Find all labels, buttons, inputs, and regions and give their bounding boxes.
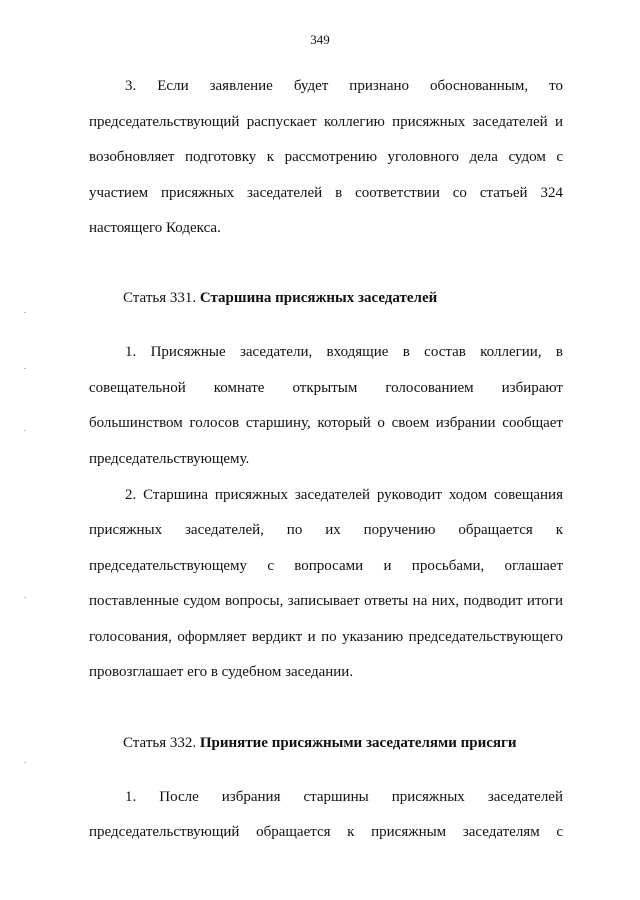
paragraph-line: настоящего Кодекса. [89, 220, 221, 236]
paragraph-line: председательствующий распускает коллегию присяжных заседателей и [89, 114, 563, 130]
margin-mark: . [24, 362, 26, 371]
article-title: Старшина присяжных заседателей [199, 290, 438, 306]
paragraph-line: 2. Старшина присяжных заседателей руководит ходом совещания [125, 487, 563, 503]
margin-mark: . [24, 591, 26, 600]
paragraph-line: провозглашает его в судебном заседании. [89, 664, 354, 680]
margin-mark: . [24, 306, 26, 315]
paragraph-line: 1. После избрания старшины присяжных заседателей [125, 789, 563, 805]
paragraph-line: совещательной комнате открытым голосованием избирают [89, 380, 563, 396]
article-heading [123, 734, 517, 752]
margin-mark: . [24, 756, 26, 765]
article-heading [123, 289, 437, 307]
paragraph-line: присяжных заседателей, по их поручению обращается к [89, 522, 563, 538]
paragraph-line: председательствующему с вопросами и просьбами, оглашает [89, 558, 563, 574]
page-number: 349 [310, 32, 330, 47]
article-title: Принятие присяжными заседателями присяги [199, 735, 517, 751]
paragraph-line: большинством голосов старшину, который о своем избрании сообщает [89, 415, 563, 431]
paragraph-line: председательствующему. [89, 451, 250, 467]
paragraph-line: голосования, оформляет вердикт и по указанию председательствующего [89, 629, 563, 645]
paragraph-line: 3. Если заявление будет признано обоснованным, то [125, 78, 563, 94]
paragraph-line: возобновляет подготовку к рассмотрению уголовного дела судом с [89, 149, 563, 165]
article-number: Статья 331. [123, 290, 197, 306]
paragraph-line: участием присяжных заседателей в соответствии со статьей 324 [89, 185, 563, 201]
margin-mark: . [24, 424, 26, 433]
paragraph-line: председательствующий обращается к присяжным заседателям с [89, 824, 563, 840]
paragraph-line: 1. Присяжные заседатели, входящие в состав коллегии, в [125, 344, 563, 360]
article-number: Статья 332. [123, 735, 197, 751]
paragraph-line: поставленные судом вопросы, записывает ответы на них, подводит итоги [89, 593, 563, 609]
